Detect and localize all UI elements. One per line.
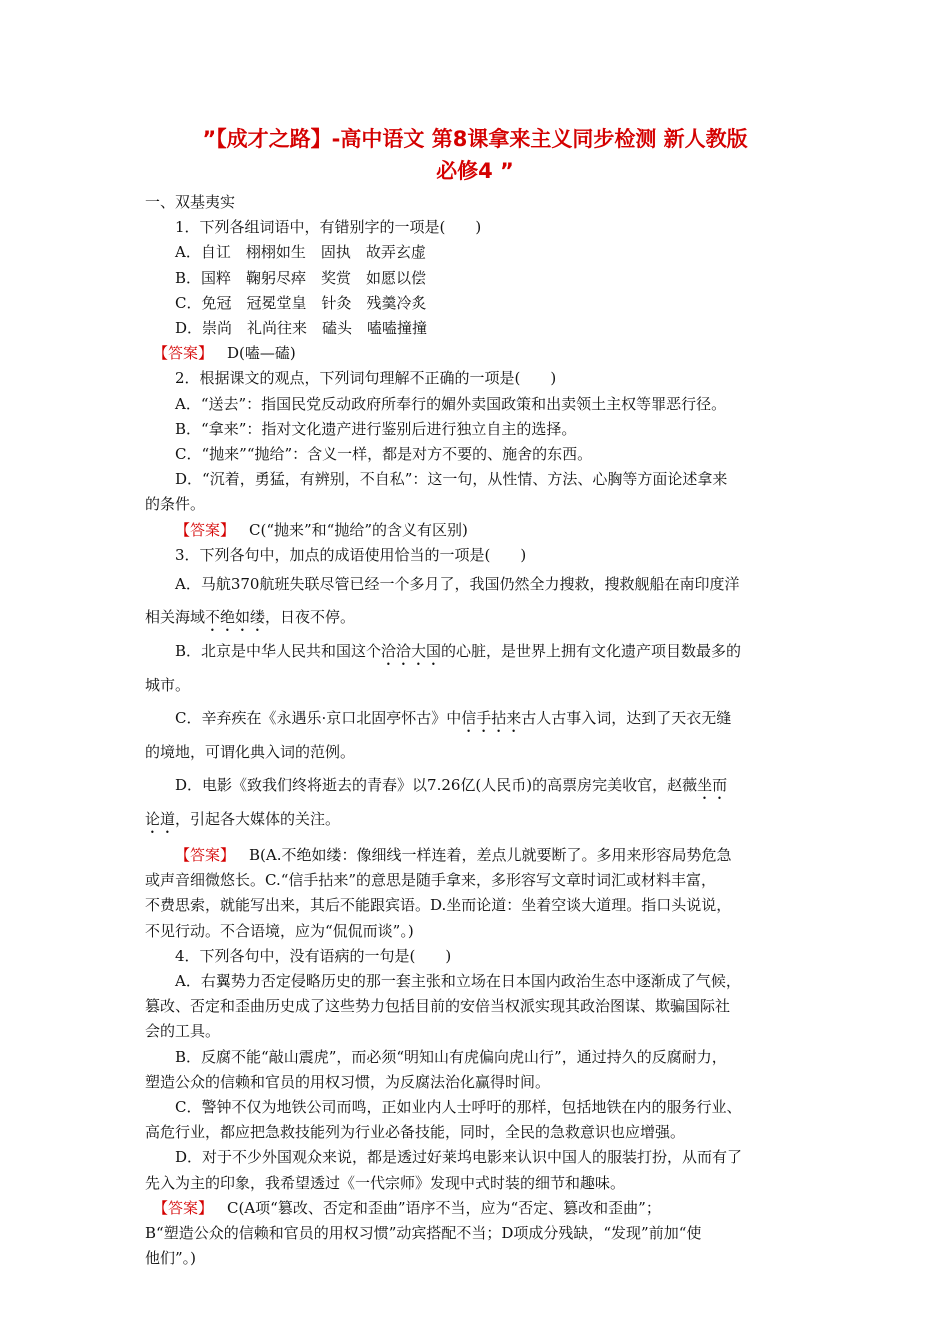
answer-text: D(嗑—磕) [227, 344, 296, 363]
question-3-answer [145, 843, 810, 868]
question-3-option-b-cont: 城市。 [145, 676, 191, 695]
question-2-option-c: C．“抛来”“抛给”：含义一样，都是对方不要的、施舍的东西。 [175, 445, 593, 464]
question-3-option-d-cont [145, 803, 810, 837]
text-fragment: 的心脏，是世界上拥有文化遗产项目数最多的 [441, 642, 742, 661]
emphasized-idiom: 论道 [145, 810, 176, 829]
question-4-stem: 4．下列各句中，没有语病的一句是( ) [175, 946, 452, 965]
question-4-answer-cont: 他们”。) [145, 1249, 197, 1268]
answer-label: 【答案】 [175, 520, 236, 539]
question-2-option-b: B．“拿来”：指对文化遗产进行鉴别后进行独立自主的选择。 [175, 419, 577, 438]
answer-text: C(A项“篡改、否定和歪曲”语序不当，应为“否定、篡改和歪曲”； [227, 1198, 661, 1217]
question-1-option-b: B．国粹 鞠躬尽瘁 奖赏 如愿以偿 [175, 268, 427, 287]
text-fragment: B．北京是中华人民共和国这个 [175, 642, 382, 661]
question-3-option-c [145, 702, 810, 736]
question-1-option-c: C．免冠 冠冕堂皇 针灸 残羹冷炙 [175, 293, 427, 312]
answer-label: 【答案】 [153, 344, 214, 363]
question-4-option-c: C．警钟不仅为地铁公司而鸣，正如业内人士呼吁的那样，包括地铁在内的服务行业、 [175, 1098, 742, 1117]
text-fragment: C．辛弃疾在《永遇乐·京口北固亭怀古》中 [175, 709, 462, 728]
question-2-option-d-cont: 的条件。 [145, 495, 206, 514]
question-2-option-d: D．“沉着，勇猛，有辨别，不自私”：这一句，从性情、方法、心胸等方面论述拿来 [175, 470, 728, 489]
question-4-option-d: D．对于不少外国观众来说，都是透过好莱坞电影来认识中国人的服装打扮，从而有了 [175, 1148, 743, 1167]
question-4-answer [145, 1196, 810, 1221]
answer-label: 【答案】 [153, 1198, 214, 1217]
question-1-option-a: A．自讧 栩栩如生 固执 故弄玄虚 [175, 243, 426, 262]
answer-label: 【答案】 [175, 846, 236, 865]
document-title: ”【成才之路】-高中语文 第8课拿来主义同步检测 新人教版 [202, 127, 748, 151]
question-3-answer-cont: 不见行动。不合语境，应为“侃侃而谈”。) [145, 921, 414, 940]
answer-text: C(“抛来”和“抛给”的含义有区别) [249, 520, 468, 539]
question-3-stem: 3．下列各句中，加点的成语使用恰当的一项是( ) [175, 545, 527, 564]
question-4-option-d-cont: 先入为主的印象，我希望透过《一代宗师》发现中式时装的细节和趣味。 [145, 1173, 626, 1192]
emphasized-idiom: 信手拈来 [461, 709, 522, 728]
document-body [145, 190, 810, 1272]
document-title-line2: 必修4 ” [436, 159, 514, 183]
question-2-stem: 2．根据课文的观点，下列词句理解不正确的一项是( ) [175, 369, 557, 388]
question-1-answer [145, 341, 810, 366]
question-3-option-d [145, 769, 810, 803]
text-fragment: 古人古事入词，达到了天衣无缝 [521, 709, 732, 728]
question-3-option-a: A．马航370航班失联尽管已经一个多月了，我国仍然全力搜救，搜救舰船在南印度洋 [175, 575, 740, 594]
text-fragment: 相关海域 [145, 608, 206, 627]
text-fragment: ，日夜不停。 [265, 608, 356, 627]
question-4-option-a-cont: 会的工具。 [145, 1022, 221, 1041]
question-3-answer-cont: 不费思索，就能写出来，其后不能跟宾语。D.坐而论道：坐着空谈大道理。指口头说说， [145, 896, 732, 915]
question-1-option-d: D．崇尚 礼尚往来 磕头 嗑嗑撞撞 [175, 319, 428, 338]
answer-text: B(A.不绝如缕：像细线一样连着，差点儿就要断了。多用来形容局势危急 [249, 846, 732, 865]
question-2-answer [145, 518, 810, 543]
text-fragment: D．电影《致我们终将逝去的青春》以7.26亿(人民币)的高票房完美收官，赵薇 [175, 776, 698, 795]
question-3-option-b [145, 635, 810, 669]
question-3-option-a-cont [145, 601, 810, 635]
question-4-answer-cont: B“塑造公众的信赖和官员的用权习惯”动宾搭配不当；D项成分残缺，“发现”前加“使 [145, 1224, 702, 1243]
question-3-option-c-cont: 的境地，可谓化典入词的范例。 [145, 743, 356, 762]
question-2-option-a: A．“送去”：指国民党反动政府所奉行的媚外卖国政策和出卖领土主权等罪恶行径。 [175, 394, 727, 413]
question-4-option-b-cont: 塑造公众的信赖和官员的用权习惯，为反腐法治化赢得时间。 [145, 1072, 551, 1091]
question-3-answer-cont: 或声音细微悠长。C.“信手拈来”的意思是随手拿来，多形容写文章时词汇或材料丰富， [145, 871, 717, 890]
emphasized-idiom: 不绝如缕 [205, 608, 266, 627]
question-4-option-c-cont: 高危行业，都应把急救技能列为行业必备技能，同时，全民的急救意识也应增强。 [145, 1123, 686, 1142]
text-fragment: ，引起各大媒体的关注。 [175, 810, 341, 829]
question-4-option-b: B．反腐不能“敲山震虎”，而必须“明知山有虎偏向虎山行”，通过持久的反腐耐力， [175, 1047, 727, 1066]
emphasized-idiom: 洽洽大国 [381, 642, 442, 661]
question-4-option-a: A．右翼势力否定侵略历史的那一套主张和立场在日本国内政治生态中逐渐成了气候， [175, 972, 741, 991]
question-1-stem: 1．下列各组词语中，有错别字的一项是( ) [175, 218, 482, 237]
section-heading: 一、双基夷实 [145, 193, 236, 211]
question-4-option-a-cont: 篡改、否定和歪曲历史成了这些势力包括目前的安倍当权派实现其政治图谋、欺骗国际社 [145, 997, 731, 1016]
emphasized-idiom: 坐而 [697, 776, 728, 795]
